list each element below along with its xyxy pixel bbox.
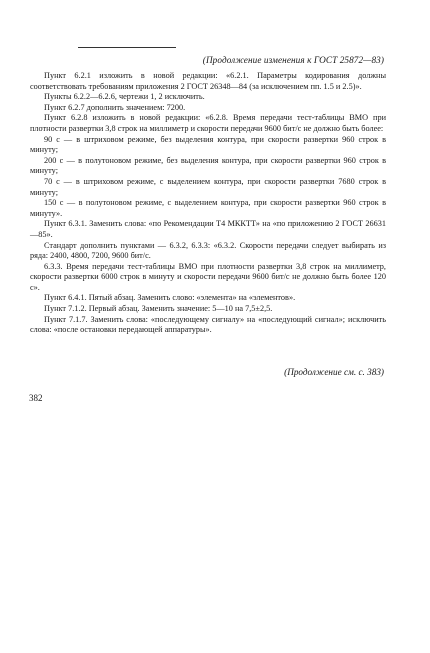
paragraph-6-3-1: Пункт 6.3.1. Заменить слова: «по Рекомендации Т4 МККТТ» на «по приложению 2 ГОСТ 26631—85».	[30, 219, 386, 239]
continuation-header: (Продолжение изменения к ГОСТ 25872—83)	[202, 55, 384, 65]
paragraph-6-4-1: Пункт 6.4.1. Пятый абзац. Заменить слово: «элемента» на «элементов».	[44, 293, 296, 303]
paragraph-90s: 90 с — в штриховом режиме, без выделения контура, при скорости развертки 960 строк в минуту;	[30, 134, 386, 155]
paragraph-7-1-7: Пункт 7.1.7. Заменить слова: «последующему сигналу» на «последующий сигнал»; исключить слова: «после остановки передающей аппаратуры».	[30, 314, 386, 335]
paragraph-6-2-2: Пункты 6.2.2—6.2.6, чертежи 1, 2 исключить.	[44, 92, 205, 102]
page-number: 382	[29, 393, 43, 403]
paragraph-6-2-7: Пункт 6.2.7 дополнить значением: 7200.	[44, 102, 186, 112]
continuation-footer: (Продолжение см. с. 383)	[284, 367, 384, 377]
header-rule	[78, 47, 176, 48]
paragraph-70s: 70 с — в штриховом режиме, с выделением контура, при скорости развертки 7680 строк в минуту;	[30, 176, 386, 197]
paragraph-150s: 150 с — в полутоновом режиме, с выделением контура, при скорости развертки 960 строк в минуту».	[30, 198, 386, 218]
paragraph-6-2-8: Пункт 6.2.8 изложить в новой редакции: «6.2.8. Время передачи тест-таблицы ВМО при плотности развертки 3,8 строк на миллиметр и скорости передачи 9600 бит/с не должно быть более:	[30, 113, 386, 133]
paragraph-200s: 200 с — в полутоновом режиме, без выделения контура, при скорости развертки 960 строк в минуту;	[30, 155, 386, 176]
paragraph-standard-additions: Стандарт дополнить пунктами — 6.3.2, 6.3.3: «6.3.2. Скорости передачи следует выбирать из ряда: 2400, 4800, 7200, 9600 бит/с.	[30, 240, 386, 261]
paragraph-6-3-3: 6.3.3. Время передачи тест-таблицы ВМО при плотности развертки 3,8 строк на миллиметр, скорости развертки 6000 строк в минуту и скорости передачи 9600 бит/с не должно быть более 120 с».	[30, 261, 386, 292]
paragraph-6-2-1: Пункт 6.2.1 изложить в новой редакции: «6.2.1. Параметры кодирования должны соответствовать требованиям приложения 2 ГОСТ 26348—84 (за исключением пп. 1.5 и 2.5)».	[30, 71, 386, 91]
paragraph-7-1-2: Пункт 7.1.2. Первый абзац. Заменить значение: 5—10 на 7,5±2,5.	[44, 304, 273, 314]
document-body	[30, 71, 386, 336]
